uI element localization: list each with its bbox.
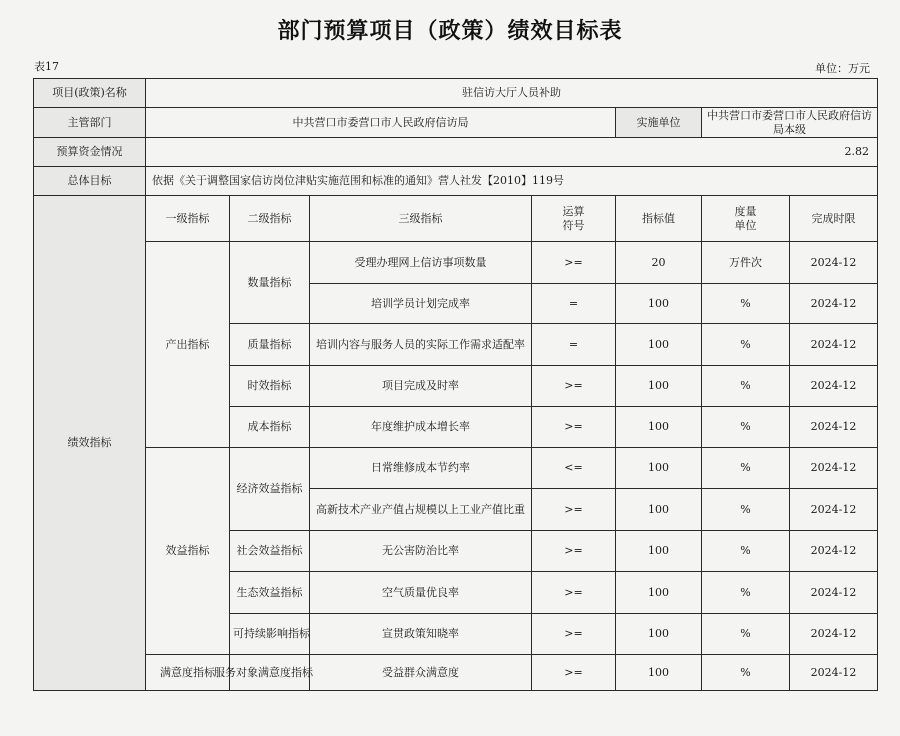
currency-unit: 单位：万元 xyxy=(815,62,870,75)
value-cell: 100 xyxy=(616,324,702,366)
value-cell: 100 xyxy=(616,366,702,407)
deadline-cell: 2024-12 xyxy=(790,242,878,284)
overall-goal-row xyxy=(34,167,878,196)
unit-cell: % xyxy=(702,572,790,614)
table-row xyxy=(34,242,878,284)
department-value: 中共营口市委营口市人民政府信访局 xyxy=(146,108,616,138)
group-satisfaction: 满意度指标 xyxy=(146,655,230,691)
value-cell: 100 xyxy=(616,489,702,531)
subgroup-economic: 经济效益指标 xyxy=(230,448,310,531)
operator-cell: >= xyxy=(532,366,616,407)
table-row xyxy=(34,448,878,489)
subgroup-service-satisfaction-text: 服务对象满意度指标 xyxy=(214,665,313,679)
level3-cell: 空气质量优良率 xyxy=(310,572,532,614)
level3-cell: 高新技术产业产值占规模以上工业产值比重 xyxy=(310,489,532,531)
unit-cell: % xyxy=(702,284,790,324)
operator-cell: >= xyxy=(532,531,616,572)
header-operator: 运算 符号 xyxy=(532,196,616,242)
level3-cell: 培训内容与服务人员的实际工作需求适配率 xyxy=(310,324,532,366)
deadline-cell: 2024-12 xyxy=(790,489,878,531)
overall-goal-value: 依据《关于调整国家信访岗位津贴实施范围和标准的通知》营人社发【2010】119号 xyxy=(146,167,878,196)
subgroup-ecological: 生态效益指标 xyxy=(230,572,310,614)
deadline-cell: 2024-12 xyxy=(790,284,878,324)
project-name-value: 驻信访大厅人员补助 xyxy=(146,79,878,108)
performance-target-table xyxy=(33,78,878,691)
implementer-label: 实施单位 xyxy=(616,108,702,138)
deadline-cell: 2024-12 xyxy=(790,655,878,691)
operator-cell: >= xyxy=(532,489,616,531)
group-benefit: 效益指标 xyxy=(146,448,230,655)
value-cell: 100 xyxy=(616,284,702,324)
header-deadline: 完成时限 xyxy=(790,196,878,242)
header-level3: 三级指标 xyxy=(310,196,532,242)
unit-cell: % xyxy=(702,655,790,691)
value-cell: 100 xyxy=(616,614,702,655)
operator-cell: >= xyxy=(532,655,616,691)
header-measure-unit: 度量 单位 xyxy=(702,196,790,242)
project-name-label: 项目(政策)名称 xyxy=(34,79,146,108)
indicator-header-row xyxy=(34,196,878,242)
level3-cell: 受益群众满意度 xyxy=(310,655,532,691)
level3-cell: 日常维修成本节约率 xyxy=(310,448,532,489)
unit-cell: % xyxy=(702,489,790,531)
value-cell: 100 xyxy=(616,448,702,489)
operator-cell: >= xyxy=(532,242,616,284)
value-cell: 100 xyxy=(616,572,702,614)
overall-goal-label: 总体目标 xyxy=(34,167,146,196)
implementer-value: 中共营口市委营口市人民政府信访局本级 xyxy=(702,108,878,138)
group-output: 产出指标 xyxy=(146,242,230,448)
value-cell: 20 xyxy=(616,242,702,284)
unit-cell: % xyxy=(702,614,790,655)
subgroup-sustainability: 可持续影响指标 xyxy=(230,614,310,655)
level3-cell: 宣贯政策知晓率 xyxy=(310,614,532,655)
subgroup-quantity: 数量指标 xyxy=(230,242,310,324)
operator-cell: >= xyxy=(532,572,616,614)
level3-cell: 无公害防治比率 xyxy=(310,531,532,572)
table-row xyxy=(34,655,878,691)
unit-cell: % xyxy=(702,366,790,407)
operator-cell: >= xyxy=(532,407,616,448)
value-cell: 100 xyxy=(616,407,702,448)
deadline-cell: 2024-12 xyxy=(790,324,878,366)
unit-cell: % xyxy=(702,407,790,448)
operator-cell: >= xyxy=(532,614,616,655)
unit-cell: % xyxy=(702,448,790,489)
performance-indicators-label: 绩效指标 xyxy=(34,196,146,691)
table-number: 表17 xyxy=(34,60,59,73)
project-name-row xyxy=(34,79,878,108)
deadline-cell: 2024-12 xyxy=(790,614,878,655)
value-cell: 100 xyxy=(616,531,702,572)
header-level2: 二级指标 xyxy=(230,196,310,242)
operator-cell: = xyxy=(532,284,616,324)
level3-cell: 受理办理网上信访事项数量 xyxy=(310,242,532,284)
header-target-value: 指标值 xyxy=(616,196,702,242)
subgroup-service-satisfaction xyxy=(214,655,313,691)
deadline-cell: 2024-12 xyxy=(790,531,878,572)
department-label: 主管部门 xyxy=(34,108,146,138)
unit-cell: % xyxy=(702,531,790,572)
budget-label: 预算资金情况 xyxy=(34,138,146,167)
deadline-cell: 2024-12 xyxy=(790,407,878,448)
deadline-cell: 2024-12 xyxy=(790,448,878,489)
header-level1: 一级指标 xyxy=(146,196,230,242)
unit-cell: 万件次 xyxy=(702,242,790,284)
deadline-cell: 2024-12 xyxy=(790,366,878,407)
subgroup-social: 社会效益指标 xyxy=(230,531,310,572)
budget-row xyxy=(34,138,878,167)
deadline-cell: 2024-12 xyxy=(790,572,878,614)
level3-cell: 项目完成及时率 xyxy=(310,366,532,407)
value-cell: 100 xyxy=(616,655,702,691)
subgroup-quality: 质量指标 xyxy=(230,324,310,366)
operator-cell: <= xyxy=(532,448,616,489)
document-title: 部门预算项目（政策）绩效目标表 xyxy=(277,18,623,44)
level3-cell: 年度维护成本增长率 xyxy=(310,407,532,448)
department-row xyxy=(34,108,878,138)
subgroup-timeliness: 时效指标 xyxy=(230,366,310,407)
level3-cell: 培训学员计划完成率 xyxy=(310,284,532,324)
operator-cell: = xyxy=(532,324,616,366)
budget-value: 2.82 xyxy=(146,138,878,167)
subgroup-cost: 成本指标 xyxy=(230,407,310,448)
unit-cell: % xyxy=(702,324,790,366)
